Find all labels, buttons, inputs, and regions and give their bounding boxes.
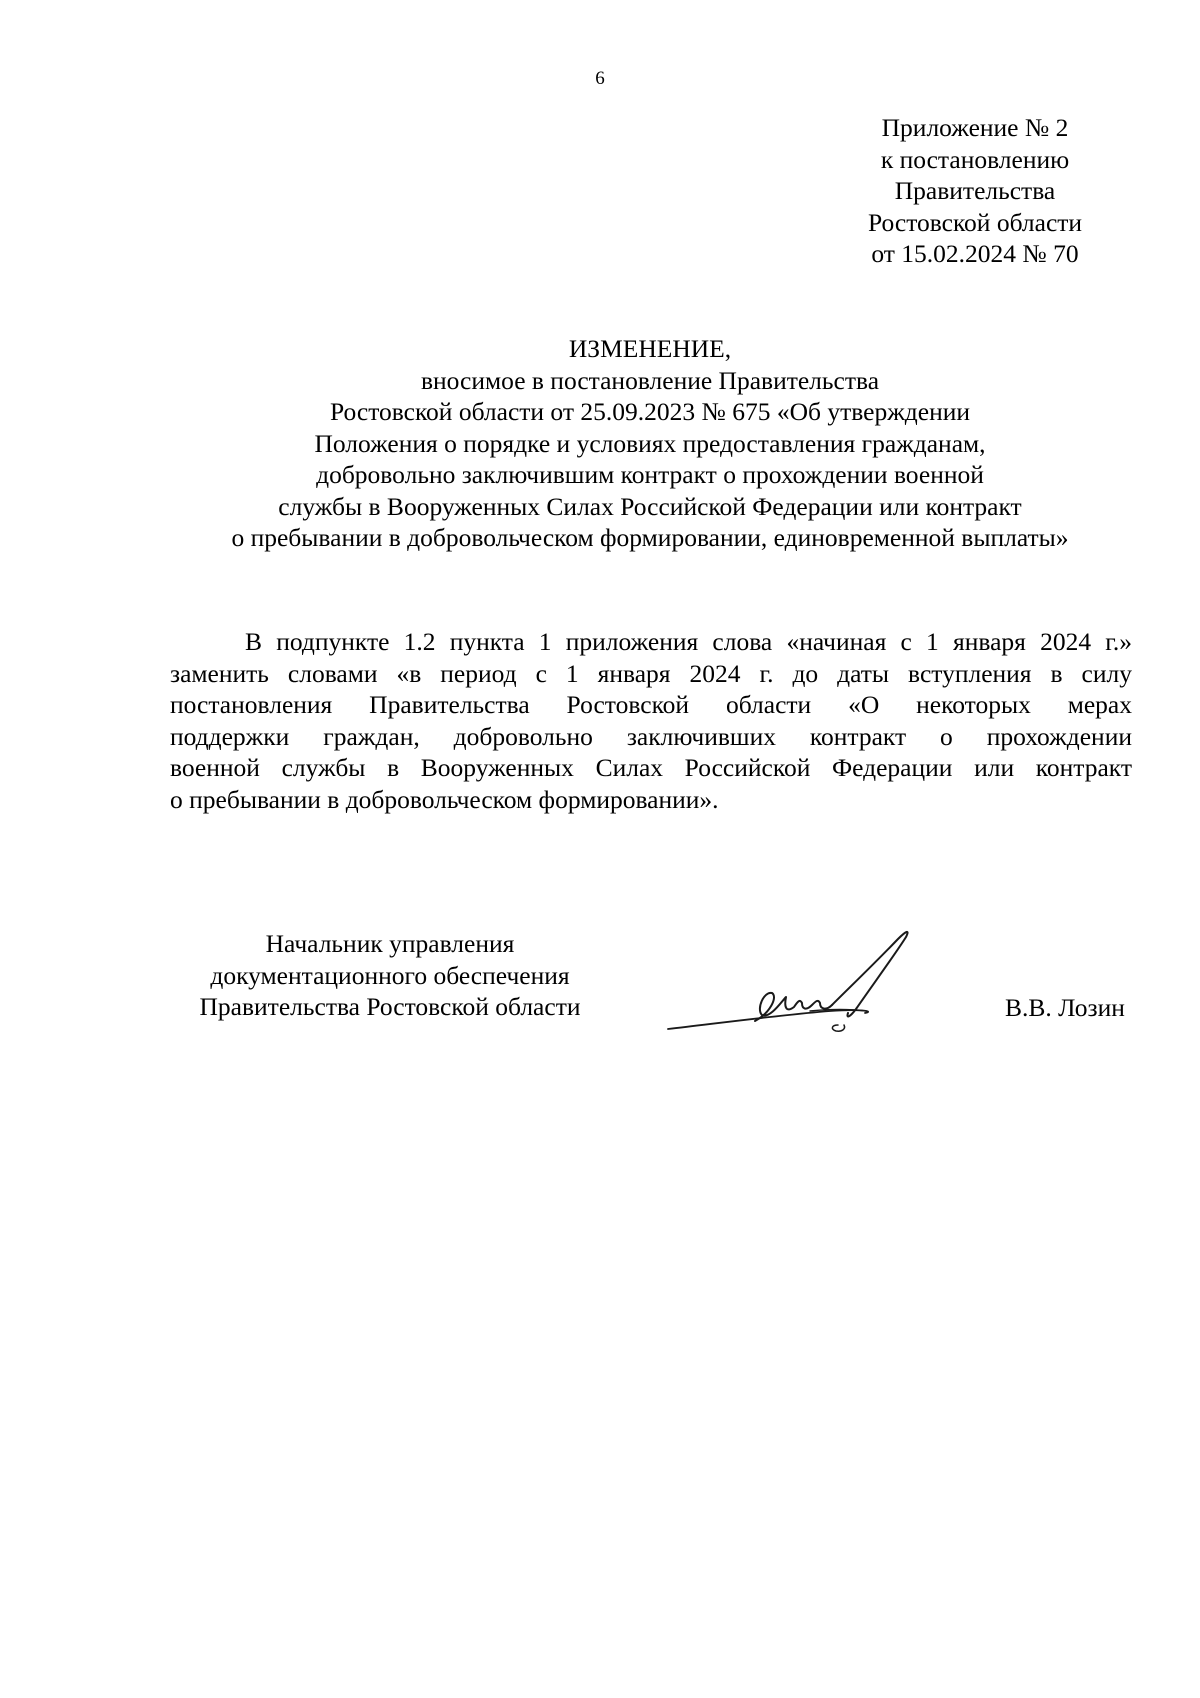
position-line: документационного обеспечения — [210, 960, 570, 990]
title-line: Ростовской области от 25.09.2023 № 675 «Об утверждении — [329, 397, 971, 426]
appendix-line: Приложение № 2 — [881, 113, 1069, 142]
appendix-line: от 15.02.2024 № 70 — [871, 239, 1079, 268]
signer-name: В.В. Лозин — [1005, 993, 1125, 1022]
page-number: 6 — [595, 68, 605, 89]
appendix-header — [810, 112, 1140, 270]
title-line: добровольно заключившим контракт о прохождении военной — [316, 460, 984, 489]
appendix-line: к постановлению — [880, 144, 1070, 174]
body-line: военной службы в Вооруженных Силах Российской Федерации или контракт — [170, 753, 1132, 782]
title-line: Положения о порядке и условиях предоставления гражданам, — [314, 428, 986, 458]
position-line: Начальник управления — [265, 929, 515, 958]
body-line: поддержки граждан, добровольно заключивших контракт о прохождении — [170, 721, 1132, 751]
body-line: постановления Правительства Ростовской области «О некоторых мерах — [170, 690, 1132, 719]
title-line: службы в Вооруженных Силах Российской Федерации или контракт — [278, 491, 1022, 521]
appendix-line: Ростовской области — [867, 207, 1083, 237]
signatory-position — [165, 928, 615, 1023]
title-line: вносимое в постановление Правительства — [420, 365, 880, 395]
body-paragraph — [170, 626, 1132, 815]
body-line: о пребывании в добровольческом формировании». — [170, 784, 719, 814]
title-heading: ИЗМЕНЕНИЕ, — [568, 334, 732, 363]
body-line: заменить словами «в период с 1 января 2024 г. до даты вступления в силу — [170, 658, 1132, 688]
document-title — [150, 333, 1150, 554]
title-line: о пребывании в добровольческом формировании, единовременной выплаты» — [231, 523, 1069, 552]
appendix-line: Правительства — [894, 176, 1056, 205]
body-line: В подпункте 1.2 пункта 1 приложения слова «начиная с 1 января 2024 г.» — [245, 627, 1132, 656]
position-line: Правительства Ростовской области — [199, 992, 581, 1021]
handwritten-signature — [660, 925, 950, 1035]
